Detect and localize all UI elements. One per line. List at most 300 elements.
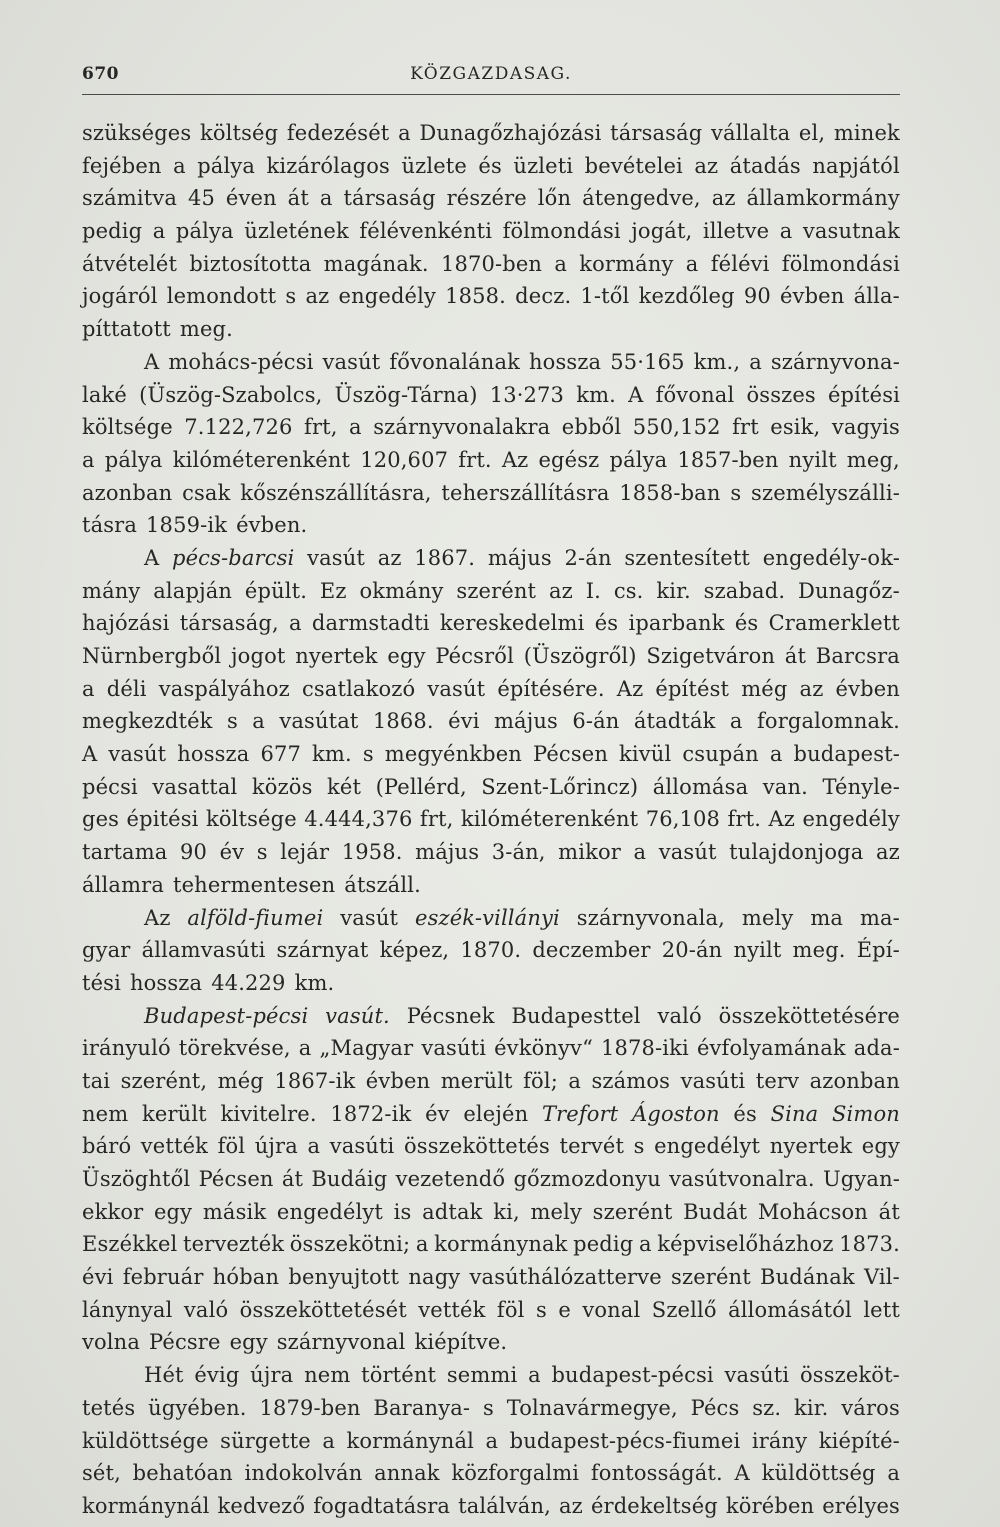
word: üzletének <box>244 219 349 244</box>
text-line <box>82 575 900 608</box>
word: megyénkben <box>384 742 522 767</box>
word: fővonal <box>655 382 735 407</box>
word: közös <box>251 774 313 799</box>
word: azonban <box>82 480 173 505</box>
word: kilóméterenként <box>460 807 639 832</box>
word: a <box>685 251 699 276</box>
word: át <box>878 1199 900 1224</box>
text-line <box>82 150 900 183</box>
word: ma <box>810 905 844 930</box>
word: állomásától <box>728 1297 852 1322</box>
text-line <box>82 1359 900 1392</box>
word: újra <box>250 1363 294 1388</box>
word: vasutnak <box>802 219 900 244</box>
text-line <box>82 1228 900 1261</box>
text-line <box>82 705 900 738</box>
word: mely <box>530 1199 582 1224</box>
word: azonban <box>809 1068 900 1093</box>
word: évfolyamának <box>696 1036 846 1061</box>
word: és <box>734 611 759 636</box>
word: Pécs <box>690 1395 740 1420</box>
word: 550,152 <box>632 415 721 440</box>
word: törekvése, <box>178 1036 291 1061</box>
word: fontosságát. <box>590 1461 723 1486</box>
word: az <box>548 578 573 603</box>
text-line <box>82 1457 900 1490</box>
text-line <box>82 346 900 379</box>
word: mohács-pécsi <box>168 349 314 374</box>
text-line <box>82 1425 900 1458</box>
word: évben. <box>236 513 308 538</box>
word: Ez <box>319 578 347 603</box>
word: A <box>144 349 160 374</box>
word: számos <box>591 1068 671 1093</box>
word: szerént <box>592 1199 673 1224</box>
word: egy <box>229 1330 268 1355</box>
word: (Üszög-Szabolcs, <box>139 382 323 407</box>
word: Mohácson <box>757 1199 868 1224</box>
word: szárnyvonalakra <box>373 415 551 440</box>
word: újra <box>254 1134 298 1159</box>
word: kormánynál <box>82 1493 210 1518</box>
word: alföld-fiumei <box>187 905 324 930</box>
text-line <box>82 1130 900 1163</box>
word: deczember <box>532 938 651 963</box>
word: km. <box>576 382 616 407</box>
word: gőzmozdonyu <box>513 1167 661 1191</box>
word: vasút <box>307 545 365 570</box>
word: 3-án, <box>491 840 546 865</box>
word: évben <box>365 1068 431 1093</box>
word: a <box>568 1068 582 1093</box>
word: Az <box>768 807 796 832</box>
word: 1859-ik <box>146 513 228 538</box>
word: vették <box>140 1134 209 1159</box>
word: ma- <box>859 905 900 930</box>
word: déli <box>106 676 147 701</box>
word: jogáról <box>82 284 158 309</box>
word: május <box>487 545 552 570</box>
word: 7.122,726 <box>184 415 293 440</box>
word: Pécsről <box>435 644 514 668</box>
word: képez, <box>379 938 450 963</box>
word: Pécsre <box>149 1330 221 1355</box>
text-line <box>82 1261 900 1294</box>
word: a <box>398 121 411 145</box>
word: összeköt- <box>799 1363 900 1388</box>
word: 1868. <box>372 709 434 734</box>
word: kormánynál <box>346 1428 474 1453</box>
word: évben <box>835 676 900 701</box>
word: személyszálli- <box>751 480 900 505</box>
word: társaság <box>610 121 703 145</box>
word: a <box>289 611 302 636</box>
word: volna <box>82 1330 141 1355</box>
word: társaság, <box>179 611 279 636</box>
text-line <box>82 1392 900 1425</box>
word: a <box>322 1428 336 1453</box>
word: 120,607 <box>360 447 449 472</box>
word: a <box>887 1461 900 1486</box>
word: évig <box>194 1363 240 1388</box>
word: s <box>730 480 742 505</box>
word: Trefort <box>541 1101 619 1126</box>
text-line <box>82 673 900 706</box>
word: pálya <box>104 447 163 472</box>
word: föl <box>217 1134 246 1159</box>
word: vagyis <box>831 415 900 440</box>
word: május <box>493 709 558 734</box>
word: kizárólagos <box>266 153 390 178</box>
word: 2-án <box>564 545 612 570</box>
word: egész <box>538 447 600 472</box>
word: tartama <box>82 840 168 865</box>
word: vasút <box>340 905 399 930</box>
word: átadás <box>729 153 801 178</box>
word: államvasúti <box>141 938 266 963</box>
word: magának. <box>323 251 429 276</box>
word: s <box>482 1395 494 1420</box>
word: építést <box>655 676 730 701</box>
word: erélyes <box>822 1493 900 1518</box>
word: 44.229 <box>211 970 286 995</box>
word: február <box>122 1265 204 1290</box>
word: évkönyv“ <box>494 1036 593 1061</box>
word: nyilt <box>733 938 782 963</box>
word: teherszállításra <box>441 480 610 505</box>
word: került <box>142 1101 207 1126</box>
word: pedig <box>573 1232 634 1257</box>
word: és <box>733 1101 757 1126</box>
word: semmi <box>446 1363 518 1388</box>
text-line <box>82 379 900 412</box>
word: félévi <box>710 251 770 276</box>
word: az <box>377 545 402 570</box>
word: minek <box>833 121 900 145</box>
word: ki, <box>493 1199 520 1224</box>
word: való <box>657 1003 702 1028</box>
word: vették <box>418 1297 486 1322</box>
word: átengedve, <box>582 186 701 211</box>
word: szárnyvonala, <box>576 905 725 930</box>
word: kir. <box>794 1395 829 1420</box>
word: decz. <box>515 284 572 309</box>
text-line <box>82 607 900 640</box>
word: kormánynak <box>434 1232 568 1257</box>
word: behatóan <box>132 1461 233 1486</box>
word: frt, <box>304 415 338 440</box>
word: vállalta <box>711 121 791 145</box>
word: csupán <box>682 742 759 767</box>
word: vasút <box>322 349 381 374</box>
word: hóban <box>212 1265 280 1290</box>
word: merült <box>440 1068 513 1093</box>
word: mány <box>82 578 141 603</box>
word: 1870-ben <box>440 251 543 276</box>
text-line <box>82 738 900 771</box>
word: frt, <box>419 807 454 832</box>
word: fölmondási <box>502 219 621 244</box>
word: e <box>558 1297 571 1322</box>
word: Nürnbergből <box>82 644 222 668</box>
word: költsége <box>205 807 297 832</box>
word: frt <box>732 415 759 440</box>
word: részére <box>446 186 527 211</box>
word: a <box>415 1232 429 1257</box>
word: fölmondási <box>781 251 900 276</box>
word: költsége <box>82 415 173 440</box>
word: fedezését <box>286 121 390 145</box>
word: egy <box>153 1199 193 1224</box>
word: 1958. <box>341 840 403 865</box>
word: épült. <box>244 578 308 603</box>
word: hossza <box>129 970 203 995</box>
word: küldöttség <box>761 1461 876 1486</box>
word: szükséges <box>82 121 192 145</box>
text-line <box>82 1065 900 1098</box>
word: gyar <box>82 938 131 963</box>
word: meg. <box>179 317 233 342</box>
word: ügyében. <box>148 1395 247 1420</box>
text-line <box>82 1098 900 1131</box>
word: s <box>256 840 268 865</box>
word: vaspályához <box>158 676 290 701</box>
word: a <box>319 186 333 211</box>
word: tési <box>82 970 121 995</box>
word: tervét <box>559 1134 625 1159</box>
word: vezetendő <box>395 1167 506 1191</box>
word: vasút <box>427 676 486 701</box>
word: szárnyvona- <box>770 349 900 374</box>
word: meg, <box>846 447 900 472</box>
word: s <box>535 1297 547 1322</box>
text-line <box>82 934 900 967</box>
word: a <box>307 1134 321 1159</box>
word: lemondott <box>166 284 277 309</box>
word: s <box>633 1134 645 1159</box>
word: évi <box>448 709 480 734</box>
word: hajózási <box>82 611 170 636</box>
word: épitési <box>126 807 199 832</box>
word: Dunagőz- <box>798 578 900 603</box>
word: a <box>638 1232 652 1257</box>
word: kilóméterenként <box>172 447 351 472</box>
word: üzleti <box>513 153 574 178</box>
text-line <box>82 1326 900 1359</box>
word: iparbank <box>628 611 725 636</box>
word: s <box>285 284 297 309</box>
word: küldöttsége <box>82 1428 209 1453</box>
word: pedig <box>82 219 143 244</box>
word: szerént <box>671 1265 751 1290</box>
word: társaság <box>343 186 436 211</box>
word: tervezték <box>182 1232 285 1257</box>
word: sürgette <box>220 1428 311 1453</box>
text-line <box>82 902 900 935</box>
word: annak <box>374 1461 440 1486</box>
text-line <box>82 1000 900 1033</box>
text-line <box>82 477 900 510</box>
word: adtak <box>422 1199 483 1224</box>
word: szárnyat <box>276 938 369 963</box>
word: és <box>478 153 502 178</box>
word: üzlete <box>401 153 467 178</box>
word: Budapesttel <box>511 1003 641 1028</box>
word: cs. <box>613 578 644 603</box>
word: Simon <box>832 1101 900 1126</box>
word: egy <box>387 644 426 668</box>
word: Az <box>501 447 529 472</box>
word: Tényle- <box>822 774 900 799</box>
word: irány <box>751 1428 808 1453</box>
text-line <box>82 542 900 575</box>
text-line <box>82 444 900 477</box>
word: tetés <box>82 1395 136 1420</box>
word: az <box>875 840 900 865</box>
word: Szellő <box>651 1297 717 1322</box>
word: vonal <box>582 1297 641 1322</box>
word: átadták <box>633 709 716 734</box>
word: frt. <box>458 447 492 472</box>
word: államra <box>82 872 164 897</box>
word: összes <box>746 382 816 407</box>
word: nyertek <box>295 644 378 668</box>
word: szerént, <box>120 1068 208 1093</box>
word: is <box>393 1199 412 1224</box>
word: és <box>594 611 619 636</box>
word: eszék-villányi <box>415 905 560 930</box>
word: engedély <box>802 807 900 832</box>
word: kiépíté- <box>818 1428 900 1453</box>
word: megkezdték <box>82 709 213 734</box>
word: pálya <box>197 153 256 178</box>
word: nagy <box>408 1265 461 1290</box>
word: Szent-Lőrincz) <box>481 774 639 799</box>
word: A <box>82 742 98 767</box>
word: benyujtott <box>288 1265 400 1290</box>
word: s <box>226 709 238 734</box>
word: összeköttetésére <box>718 1003 900 1028</box>
word: a <box>298 1036 312 1061</box>
word: napjától <box>812 153 900 178</box>
word: A <box>144 545 160 570</box>
word: átszáll. <box>344 872 421 897</box>
word: a <box>485 1428 499 1453</box>
word: mikor <box>558 840 621 865</box>
word: a <box>729 709 743 734</box>
word: Pécsnek <box>406 1003 495 1028</box>
word: fogadtatásra <box>313 1493 451 1518</box>
word: tai <box>82 1068 111 1093</box>
word: találván, <box>458 1493 551 1518</box>
word: 55·165 <box>610 349 685 374</box>
word: 90 <box>743 284 771 309</box>
word: év <box>425 1101 450 1126</box>
word: éven <box>225 186 277 211</box>
text-line <box>82 1196 900 1229</box>
text-line <box>82 280 900 313</box>
word: képviselőházhoz <box>657 1232 834 1257</box>
word: Budáig <box>311 1167 388 1191</box>
text-line <box>82 215 900 248</box>
word: van. <box>762 774 808 799</box>
word: I. <box>585 578 601 603</box>
running-head: KÖZGAZDASAG. <box>410 64 572 84</box>
word: Pécsen <box>533 742 609 767</box>
word: szárnyvonal <box>276 1330 406 1355</box>
word: Barcsra <box>815 644 900 668</box>
word: píttatott <box>82 317 171 342</box>
word: félévenkénti <box>359 219 493 244</box>
word: kiépítve. <box>414 1330 508 1355</box>
word: 6-án <box>572 709 620 734</box>
word: illetve <box>702 219 770 244</box>
word: ges <box>82 807 120 832</box>
word: (Pellérd, <box>375 774 467 799</box>
word: Ágoston <box>632 1101 720 1126</box>
word: vasútvonalra. <box>669 1167 815 1191</box>
word: engedélyt <box>654 1134 761 1159</box>
word: az <box>559 1493 583 1518</box>
word: km. <box>294 970 335 995</box>
word: (Üszögről) <box>523 644 637 668</box>
word: fővonalának <box>389 349 520 374</box>
text-line <box>82 1490 900 1523</box>
word: föl <box>496 1297 525 1322</box>
word: lejár <box>280 840 330 865</box>
word: jogot <box>231 644 286 668</box>
word: szerént <box>456 578 537 603</box>
word: közforgalmi <box>451 1461 580 1486</box>
text-line <box>82 182 900 215</box>
word: kezdőleg <box>638 284 735 309</box>
word: frt. <box>727 807 762 832</box>
word: év <box>219 840 245 865</box>
word: a <box>633 840 647 865</box>
word: pálya <box>609 447 668 472</box>
text-line <box>82 509 900 542</box>
word: lett <box>863 1297 900 1322</box>
word: vasút <box>108 742 167 767</box>
text-line <box>82 313 900 346</box>
word: Budapest-pécsi <box>144 1003 309 1028</box>
word: sz. <box>752 1395 782 1420</box>
word: A <box>734 1461 750 1486</box>
text-line <box>82 771 900 804</box>
word: jogát, <box>631 219 693 244</box>
page-header <box>82 60 900 95</box>
word: még <box>741 676 788 701</box>
word: 1857-ben <box>677 447 779 472</box>
word: darmstadti <box>311 611 430 636</box>
word: vasút <box>658 840 717 865</box>
word: Ugyan- <box>822 1167 900 1191</box>
word: átvételét <box>82 251 178 276</box>
word: Üszög-Tárna) <box>334 382 478 407</box>
word: pécs-barcsi <box>172 545 295 570</box>
word: Dunagőzhajózási <box>419 121 602 145</box>
word: föl; <box>523 1068 558 1093</box>
word: kereskedelmi <box>439 611 585 636</box>
word: budapest- <box>793 742 900 767</box>
word: báró <box>82 1134 132 1159</box>
word: át <box>281 1167 304 1191</box>
word: lőn <box>537 186 572 211</box>
word: sét, <box>82 1461 121 1486</box>
word: kivül <box>619 742 672 767</box>
word: az <box>711 186 736 211</box>
word: 1872-ik <box>330 1101 412 1126</box>
